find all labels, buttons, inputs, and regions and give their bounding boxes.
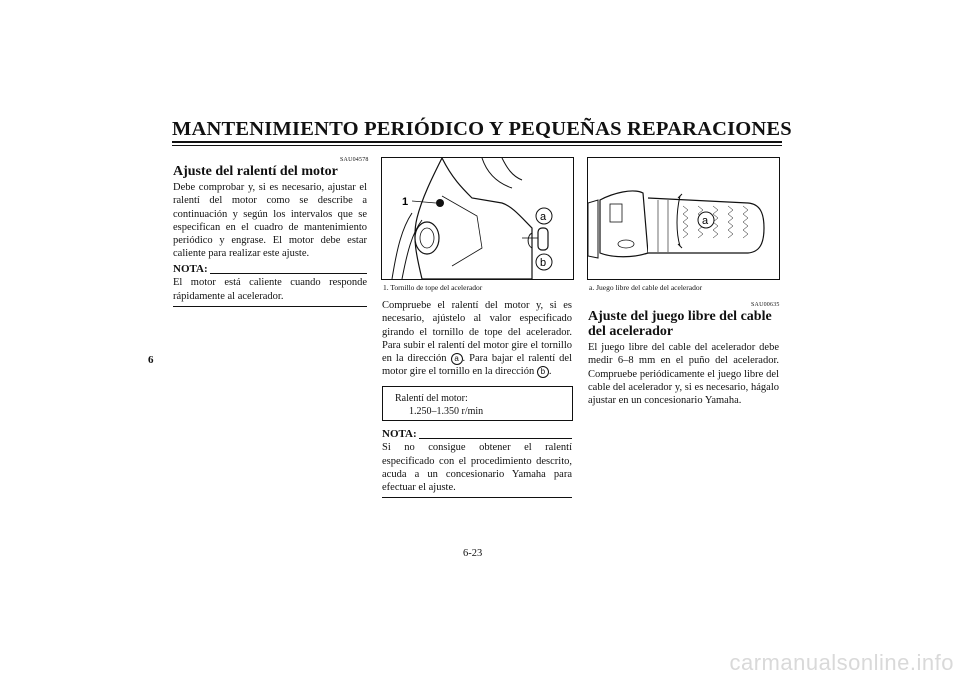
throttle-stop-screw-figure xyxy=(381,157,574,280)
figure-callout-a: a xyxy=(702,215,709,227)
left-body: Debe comprobar y, si es necesario, ajustar el ralentí del motor como se describe a continuación y según los intervalos que se especifican en el cuadro de mantenimiento periódico y engrase. El motor debe estar caliente para realizar este ajuste. xyxy=(173,182,367,260)
throttle-stop-screw-illustration xyxy=(382,158,573,279)
chapter-tab-number: 6 xyxy=(148,354,154,366)
figure-caption: 1. Tornillo de tope del acelerador xyxy=(383,283,483,292)
middle-nota xyxy=(382,428,572,498)
figure-callout-1: 1 xyxy=(402,196,409,208)
page-number: 6-23 xyxy=(463,548,483,559)
spec-value: 1.250–1.350 r/min xyxy=(409,406,484,417)
direction-b-mark: b xyxy=(537,366,549,378)
right-body: El juego libre del cable del acelerador debe medir 6–8 mm en el puño del acelerador. Compruebe periódicamente el juego libre del cable del acelerador y, si es necesario, hágalo ajustar en un concesionario Yamaha. xyxy=(588,342,779,407)
page-title: MANTENIMIENTO PERIÓDICO Y PEQUEÑAS REPARACIONES xyxy=(172,118,792,140)
body-part-3: . xyxy=(548,366,552,378)
figure-callout-b: b xyxy=(540,257,547,269)
nota-text: El motor está caliente cuando responde rápidamente al acelerador. xyxy=(173,277,367,302)
body-part-1: Compruebe el ralentí del motor y, si es necesario, ajústelo al valor especificado girando el tornillo de tope del acelerador. Para subir el ralentí del motor gire el tornillo en la dirección xyxy=(382,300,572,365)
left-nota xyxy=(173,263,367,307)
figure-caption: a. Juego libre del cable del acelerador xyxy=(589,283,703,292)
watermark: carmanualsonline.info xyxy=(729,650,954,675)
body-part-2: . Para bajar el ralentí del motor gire el tornillo en la dirección xyxy=(382,353,572,378)
nota-label: NOTA: xyxy=(382,428,417,440)
section-code: SAU00635 xyxy=(751,302,780,308)
nota-rule xyxy=(210,273,367,274)
header-rule xyxy=(172,141,782,143)
section-heading: Ajuste del juego libre del cable del acelerador xyxy=(588,309,772,339)
nota-end-rule xyxy=(173,306,367,307)
nota-text: Si no consigue obtener el ralentí especificado con el procedimiento descrito, acuda a un concesionario Yamaha para efectuar el ajuste. xyxy=(382,442,572,494)
header-rule-thin xyxy=(172,145,782,146)
nota-rule xyxy=(419,438,572,439)
throttle-grip-figure xyxy=(587,157,780,280)
figure-callout-a: a xyxy=(540,211,547,223)
nota-label: NOTA: xyxy=(173,263,208,275)
direction-a-mark: a xyxy=(451,353,463,365)
spec-label: Ralentí del motor: xyxy=(395,393,468,404)
spec-box xyxy=(382,386,573,421)
section-heading: Ajuste del ralentí del motor xyxy=(173,164,338,179)
middle-body xyxy=(382,299,572,379)
throttle-grip-illustration xyxy=(588,158,779,279)
section-code: SAU04578 xyxy=(340,157,369,163)
nota-end-rule xyxy=(382,497,572,498)
